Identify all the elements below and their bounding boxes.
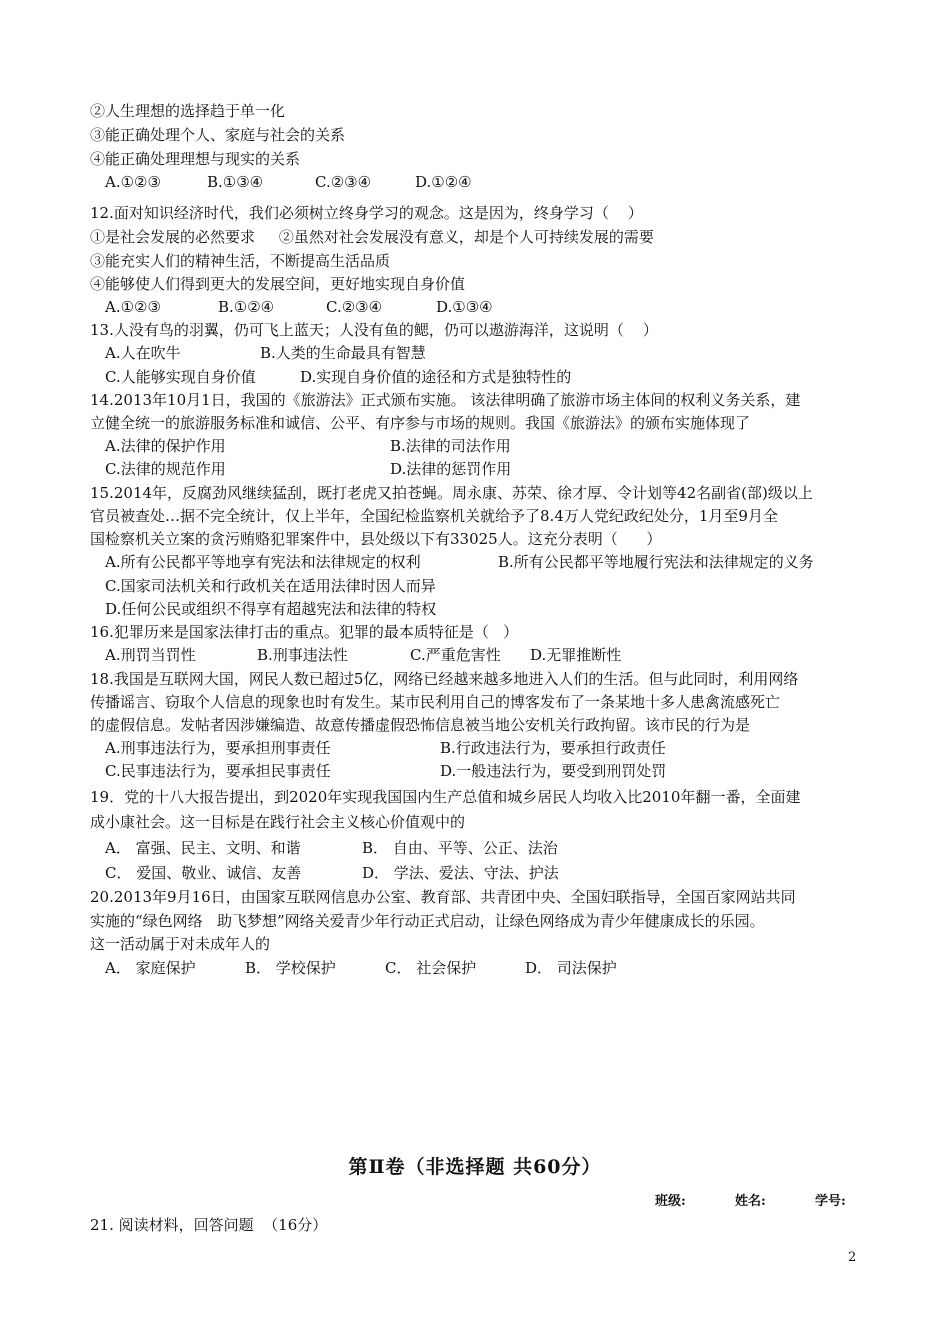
choice-c: C.法律的规范作用 [105, 460, 226, 478]
choice-c: C． 爱国、敬业、诚信、友善 [105, 864, 302, 882]
option-line: ④能正确处理理想与现实的关系 [90, 150, 301, 168]
question-stem: 实施的“绿色网络 助飞梦想”网络关爱青少年行动正式启动，让绿色网络成为青少年健康成长的乐园。 [90, 912, 765, 930]
statement-line: ③能充实人们的精神生活，不断提高生活品质 [90, 252, 391, 270]
choice-d: D.一般违法行为，要受到刑罚处罚 [440, 762, 667, 780]
choice-b: B.①②④ [218, 298, 275, 316]
question-stem: 16.犯罪历来是国家法律打击的重点。犯罪的最本质特征是（ ） [90, 623, 519, 641]
statement-line: ①是社会发展的必然要求 ②虽然对社会发展没有意义，却是个人可持续发展的需要 [90, 228, 654, 246]
choice-d: D.①②④ [415, 173, 472, 191]
name-field-label: 姓名: [735, 1194, 766, 1209]
choice-c: C.严重危害性 [410, 646, 501, 664]
choice-d: D． 学法、爱法、守法、护法 [362, 864, 559, 882]
choice-a: A.法律的保护作用 [105, 437, 226, 455]
question-stem: 成小康社会。这一目标是在践行社会主义核心价值观中的 [90, 813, 466, 831]
question-stem: 14.2013年10月1日，我国的《旅游法》正式颁布实施。 该法律明确了旅游市场主体间的权利义务关系，建 [90, 391, 801, 409]
choice-c: C． 社会保护 [385, 959, 477, 977]
question-stem: 13.人没有鸟的羽翼，仍可飞上蓝天；人没有鱼的鳃，仍可以遨游海洋，这说明（ ） [90, 321, 658, 339]
choice-a: A． 富强、民主、文明、和谐 [105, 839, 301, 857]
question-stem: 国检察机关立案的贪污贿赂犯罪案件中，县处级以下有33025人。这充分表明（ ） [90, 530, 662, 548]
choice-a: A.刑罚当罚性 [105, 646, 196, 664]
choice-b: B． 自由、平等、公正、法治 [362, 839, 558, 857]
choice-b: B.刑事违法性 [257, 646, 348, 664]
choice-c: C.②③④ [326, 298, 383, 316]
choice-d: D.法律的惩罚作用 [390, 460, 512, 478]
student-id-field-label: 学号: [815, 1194, 846, 1209]
choice-b: B.行政违法行为，要承担行政责任 [440, 739, 666, 757]
choice-d: D.实现自身价值的途径和方式是独特性的 [300, 368, 572, 386]
option-line: ③能正确处理个人、家庭与社会的关系 [90, 126, 346, 144]
question-stem: 19．党的十八大报告提出，到2020年实现我国国内生产总值和城乡居民人均收入比2010年翻一番，全面建 [90, 788, 801, 806]
choice-a: A.①②③ [105, 298, 161, 316]
page-number: 2 [848, 1250, 857, 1265]
choice-c: C.②③④ [315, 173, 372, 191]
choice-a: A.人在吹牛 [105, 344, 181, 362]
choice-a: A.①②③ [105, 173, 161, 191]
option-line: ②人生理想的选择趋于单一化 [90, 102, 286, 120]
choice-a: A.刑事违法行为，要承担刑事责任 [105, 739, 331, 757]
choice-b: B.法律的司法作用 [390, 437, 511, 455]
question-stem: 21. 阅读材料，回答问题 （16分） [90, 1216, 328, 1234]
choice-a: A． 家庭保护 [105, 959, 196, 977]
section-heading: 第Ⅱ卷（非选择题 共60分） [348, 1156, 602, 1178]
choice-d: D． 司法保护 [525, 959, 617, 977]
choice-d: D.①③④ [436, 298, 493, 316]
choice-b: B.所有公民都平等地履行宪法和法律规定的义务 [498, 553, 814, 571]
choice-c: C.民事违法行为，要承担民事责任 [105, 762, 331, 780]
choice-b: B.人类的生命最具有智慧 [260, 344, 426, 362]
choice-a: A.所有公民都平等地享有宪法和法律规定的权利 [105, 553, 421, 571]
question-stem: 的虚假信息。发帖者因涉嫌编造、故意传播虚假恐怖信息被当地公安机关行政拘留。该市民的行为是 [90, 716, 751, 734]
class-field-label: 班级: [655, 1194, 686, 1209]
choice-d: D.无罪推断性 [530, 646, 622, 664]
question-stem: 18.我国是互联网大国，网民人数已超过5亿，网络已经越来越多地进入人们的生活。但与此同时，利用网络 [90, 670, 799, 688]
choice-b: B． 学校保护 [245, 959, 336, 977]
choice-c: C.人能够实现自身价值 [105, 368, 256, 386]
question-stem: 20.2013年9月16日，由国家互联网信息办公室、教育部、共青团中央、全国妇联指导，全国百家网站共同 [90, 888, 796, 906]
question-stem: 这一活动属于对未成年人的 [90, 935, 271, 953]
choice-b: B.①③④ [207, 173, 264, 191]
question-stem: 传播谣言、窃取个人信息的现象也时有发生。某市民利用自己的博客发布了一条某地十多人患禽流感死亡 [90, 693, 781, 711]
question-stem: 立健全统一的旅游服务标准和诚信、公平、有序参与市场的规则。我国《旅游法》的颁布实施体现了 [90, 414, 751, 432]
choice-d: D.任何公民或组织不得享有超越宪法和法律的特权 [105, 600, 437, 618]
question-stem: 官员被查处…据不完全统计，仅上半年，全国纪检监察机关就给予了8.4万人党纪政纪处分，1月至9月全 [90, 507, 778, 525]
question-stem: 12.面对知识经济时代，我们必须树立终身学习的观念。这是因为，终身学习（ ） [90, 204, 643, 222]
choice-c: C.国家司法机关和行政机关在适用法律时因人而异 [105, 577, 436, 595]
statement-line: ④能够使人们得到更大的发展空间，更好地实现自身价值 [90, 275, 466, 293]
question-stem: 15.2014年，反腐劲风继续猛刮，既打老虎又拍苍蝇。周永康、苏荣、徐才厚、令计划等42名副省(部)级以上 [90, 484, 813, 502]
